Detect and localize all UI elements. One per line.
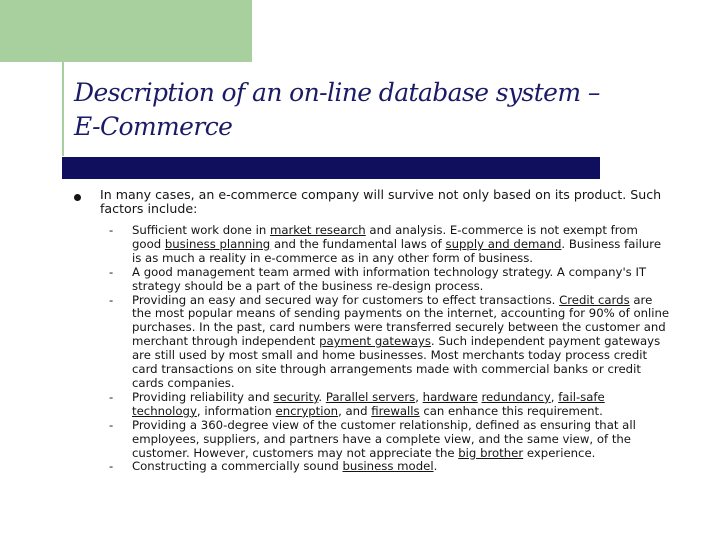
title-line-1: Description of an on-line database system – xyxy=(74,78,600,107)
text: . Such independent payment gateways are still used by most small and home businesses. Most merchants today process credit card transactions on site through arrangements made with commercial banks or credit cards companies. xyxy=(132,334,661,390)
dash-icon: - xyxy=(109,417,114,432)
sub-item-4 xyxy=(100,391,670,419)
title-divider-bar xyxy=(62,157,600,179)
link-parallel-servers[interactable]: Parallel servers xyxy=(325,389,416,404)
bullet-icon xyxy=(74,194,81,201)
sub-item-2 xyxy=(100,266,670,294)
text: and analysis. E-commerce is not exempt from good xyxy=(132,223,638,251)
sub-item-5 xyxy=(100,419,670,461)
sub-item-1 xyxy=(100,224,670,266)
text: , and xyxy=(338,403,372,418)
text: . Business failure is as much a reality in e-commerce as in any other form of business. xyxy=(132,236,662,265)
text: Providing reliability and xyxy=(132,389,274,404)
dash-icon: - xyxy=(109,459,114,474)
text: Sufficient work done in xyxy=(132,223,270,237)
text: experience. xyxy=(523,445,596,460)
link-redundancy[interactable]: redundancy xyxy=(481,389,551,404)
dash-icon: - xyxy=(109,389,114,404)
text: . xyxy=(318,389,326,404)
link-firewalls[interactable]: firewalls xyxy=(371,403,420,418)
main-bullet-text: In many cases, an e-commerce company will survive not only based on its product. Such factors include: xyxy=(100,187,662,216)
text: and the fundamental laws of xyxy=(270,236,446,251)
link-fail-safe-technology[interactable]: fail-safe technology xyxy=(132,389,605,418)
link-supply-and-demand[interactable]: supply and demand xyxy=(445,236,562,251)
title-line-2: E-Commerce xyxy=(74,112,233,141)
text: Providing a 360-degree view of the customer relationship, defined as ensuring that all employees, suppliers, and partners have a complete view, and the same view, of the customer. However, customers may not appreciate the xyxy=(132,417,636,460)
text: can enhance this requirement. xyxy=(419,403,603,418)
text: , information xyxy=(196,403,276,418)
text: , xyxy=(550,389,559,404)
dash-icon: - xyxy=(109,292,114,307)
dash-icon: - xyxy=(109,223,114,237)
link-encryption[interactable]: encryption xyxy=(275,403,339,418)
text: Constructing a commercially sound xyxy=(132,459,343,474)
sub-item-6 xyxy=(100,460,670,474)
text: A good management team armed with information technology strategy. A company's IT strategy should be a part of the business re-design process. xyxy=(132,264,647,293)
text: are the most popular means of sending payments on the internet, accounting for 90% of online purchases. In the past, card numbers were transferred securely between the customer and merchant through independent xyxy=(132,292,670,349)
link-business-planning[interactable]: business planning xyxy=(164,236,271,251)
text: , xyxy=(415,389,423,404)
sub-list xyxy=(100,224,670,474)
link-business-model[interactable]: business model xyxy=(342,459,434,474)
text: . xyxy=(433,459,438,474)
link-market-research[interactable]: market research xyxy=(269,223,366,237)
slide-title xyxy=(74,76,674,144)
sub-item-3 xyxy=(100,294,670,391)
link-hardware[interactable]: hardware xyxy=(422,389,478,404)
dash-icon: - xyxy=(109,264,114,279)
text: Providing an easy and secured way for customers to effect transactions. xyxy=(132,292,560,307)
link-credit-cards[interactable]: Credit cards xyxy=(559,292,630,307)
link-big-brother[interactable]: big brother xyxy=(458,445,524,460)
link-security[interactable]: security xyxy=(273,389,319,404)
green-corner-block xyxy=(0,0,252,62)
link-payment-gateways[interactable]: payment gateways xyxy=(319,334,431,349)
